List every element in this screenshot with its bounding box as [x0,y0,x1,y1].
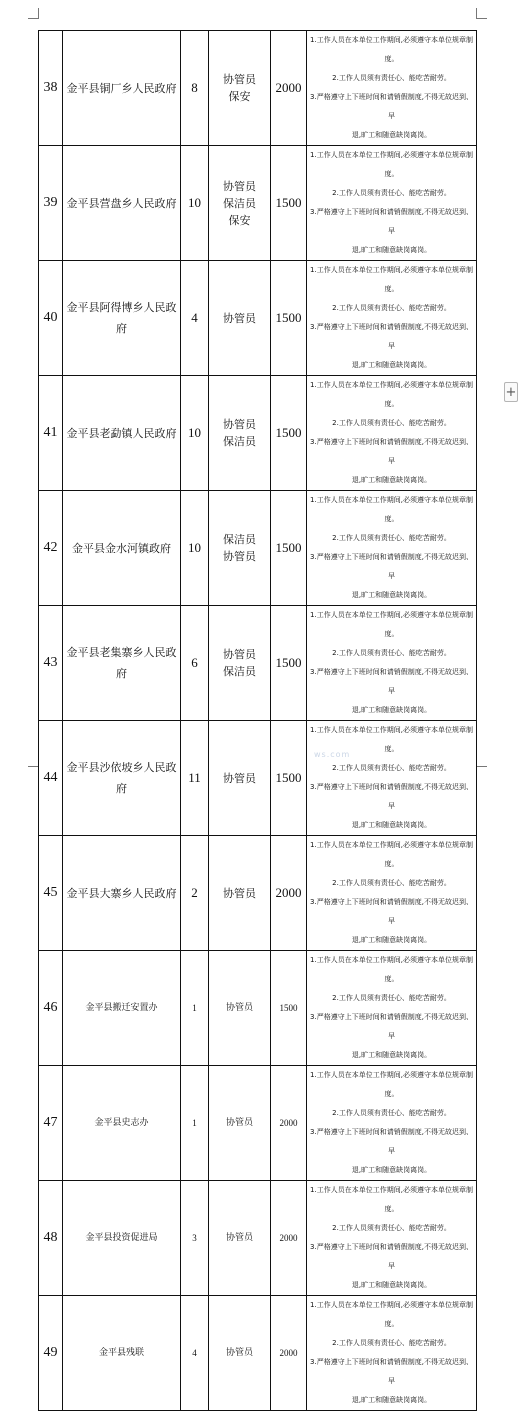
monthly-salary: 2000 [271,1181,307,1296]
role-label: 保安 [228,90,251,103]
job-requirements [307,1296,477,1411]
monthly-salary: 2000 [271,1296,307,1411]
requirement-line: 1.工作人员在本单位工作期间,必须遵守本单位规章制度。 [310,36,473,63]
requirement-line: 2.工作人员须有责任心、能吃苦耐劳。 [332,74,451,82]
table-row [39,376,477,491]
table-row [39,606,477,721]
requirement-line: 退,旷工和随意缺岗离岗。 [351,1281,432,1289]
job-requirements [307,491,477,606]
monthly-salary: 1500 [271,606,307,721]
role-label: 协管员 [223,771,256,785]
requirement-line: 3.严格遵守上下班时间和请销假制度,不得无故迟到、早 [310,668,473,695]
job-requirements [307,1066,477,1181]
requirement-line: 1.工作人员在本单位工作期间,必须遵守本单位规章制度。 [310,956,473,983]
requirement-line: 2.工作人员须有责任心、能吃苦耐劳。 [332,1109,451,1117]
monthly-salary: 2000 [271,836,307,951]
role-label: 协管员 [223,179,256,193]
unit-name: 金平县大寨乡人民政府 [63,836,181,951]
headcount: 10 [181,146,209,261]
row-number: 43 [39,606,63,721]
requirement-line: 2.工作人员须有责任心、能吃苦耐劳。 [332,419,451,427]
requirement-line: 1.工作人员在本单位工作期间,必须遵守本单位规章制度。 [310,1071,473,1098]
requirement-line: 退,旷工和随意缺岗离岗。 [351,591,432,599]
unit-name: 金平县史志办 [63,1066,181,1181]
requirement-line: 3.严格遵守上下班时间和请销假制度,不得无故迟到、早 [310,323,473,350]
requirement-line: 3.严格遵守上下班时间和请销假制度,不得无故迟到、早 [310,898,473,925]
requirement-line: 1.工作人员在本单位工作期间,必须遵守本单位规章制度。 [310,726,473,753]
job-requirements [307,31,477,146]
job-requirements [307,376,477,491]
role-label: 协管员 [223,418,256,431]
job-requirements [307,951,477,1066]
headcount: 2 [181,836,209,951]
monthly-salary: 2000 [271,1066,307,1181]
unit-name: 金平县铜厂乡人民政府 [63,31,181,146]
monthly-salary: 1500 [271,491,307,606]
requirement-line: 1.工作人员在本单位工作期间,必须遵守本单位规章制度。 [310,611,473,638]
unit-name: 金平县老勐镇人民政府 [63,376,181,491]
unit-name: 金平县营盘乡人民政府 [63,146,181,261]
job-requirements [307,836,477,951]
role-label: 协管员 [225,1117,253,1128]
requirement-line: 3.严格遵守上下班时间和请销假制度,不得无故迟到、早 [310,1243,473,1270]
positions-table [38,30,477,1411]
requirement-line: 1.工作人员在本单位工作期间,必须遵守本单位规章制度。 [310,841,473,868]
role-label: 保洁员 [223,665,256,678]
table-row [39,1066,477,1181]
table-row [39,721,477,836]
row-number: 38 [39,31,63,146]
requirement-line: 2.工作人员须有责任心、能吃苦耐劳。 [332,1224,451,1232]
monthly-salary: 2000 [271,31,307,146]
crop-mark-bottom-right [476,766,487,777]
table-row [39,146,477,261]
requirement-line: 2.工作人员须有责任心、能吃苦耐劳。 [332,304,451,312]
watermark: ws.com [314,750,351,759]
role-label: 保洁员 [223,533,256,546]
headcount: 11 [181,721,209,836]
headcount: 1 [181,951,209,1066]
requirement-line: 退,旷工和随意缺岗离岗。 [351,706,432,714]
requirement-line: 退,旷工和随意缺岗离岗。 [351,821,432,829]
unit-name: 金平县老集寨乡人民政府 [63,606,181,721]
role-label: 协管员 [223,550,256,563]
headcount: 1 [181,1066,209,1181]
position-roles [209,31,271,146]
row-number: 47 [39,1066,63,1181]
job-requirements [307,606,477,721]
position-roles [209,146,271,261]
monthly-salary: 1500 [271,261,307,376]
row-number: 48 [39,1181,63,1296]
role-label: 协管员 [225,1232,253,1243]
requirement-line: 1.工作人员在本单位工作期间,必须遵守本单位规章制度。 [310,496,473,523]
requirement-line: 3.严格遵守上下班时间和请销假制度,不得无故迟到、早 [310,208,473,235]
requirement-line: 退,旷工和随意缺岗离岗。 [351,131,432,139]
role-label: 保洁员 [223,196,256,210]
row-number: 39 [39,146,63,261]
requirement-line: 退,旷工和随意缺岗离岗。 [351,1166,432,1174]
headcount: 6 [181,606,209,721]
job-requirements [307,1181,477,1296]
headcount: 10 [181,376,209,491]
job-requirements [307,146,477,261]
unit-name: 金平县投资促进局 [63,1181,181,1296]
table-row [39,836,477,951]
headcount: 3 [181,1181,209,1296]
row-number: 49 [39,1296,63,1411]
requirement-line: 3.严格遵守上下班时间和请销假制度,不得无故迟到、早 [310,783,473,810]
row-number: 40 [39,261,63,376]
requirement-line: 3.严格遵守上下班时间和请销假制度,不得无故迟到、早 [310,1013,473,1040]
unit-name: 金平县残联 [63,1296,181,1411]
position-roles [209,721,271,836]
position-roles [209,951,271,1066]
monthly-salary: 1500 [271,951,307,1066]
table-row [39,31,477,146]
requirement-line: 2.工作人员须有责任心、能吃苦耐劳。 [332,879,451,887]
table-row [39,1181,477,1296]
table-row [39,951,477,1066]
headcount: 4 [181,1296,209,1411]
row-number: 44 [39,721,63,836]
role-label: 协管员 [223,73,256,86]
position-roles [209,491,271,606]
requirement-line: 1.工作人员在本单位工作期间,必须遵守本单位规章制度。 [310,151,473,178]
table-row [39,261,477,376]
job-requirements [307,721,477,836]
table-row [39,1296,477,1411]
row-number: 41 [39,376,63,491]
row-number: 46 [39,951,63,1066]
add-row-button[interactable]: + [504,382,518,402]
position-roles [209,376,271,491]
position-roles [209,1181,271,1296]
role-label: 协管员 [223,311,256,325]
position-roles [209,606,271,721]
requirement-line: 2.工作人员须有责任心、能吃苦耐劳。 [332,534,451,542]
position-roles [209,836,271,951]
requirement-line: 退,旷工和随意缺岗离岗。 [351,936,432,944]
job-requirements [307,261,477,376]
role-label: 协管员 [225,1347,253,1358]
requirement-line: 3.严格遵守上下班时间和请销假制度,不得无故迟到、早 [310,438,473,465]
position-roles [209,1296,271,1411]
requirement-line: 退,旷工和随意缺岗离岗。 [351,476,432,484]
position-roles [209,261,271,376]
unit-name: 金平县阿得博乡人民政府 [63,261,181,376]
requirement-line: 1.工作人员在本单位工作期间,必须遵守本单位规章制度。 [310,266,473,293]
requirement-line: 1.工作人员在本单位工作期间,必须遵守本单位规章制度。 [310,1186,473,1213]
requirement-line: 退,旷工和随意缺岗离岗。 [351,246,432,254]
role-label: 协管员 [223,886,256,900]
unit-name: 金平县搬迁安置办 [63,951,181,1066]
requirement-line: 3.严格遵守上下班时间和请销假制度,不得无故迟到、早 [310,553,473,580]
role-label: 保安 [228,213,251,227]
requirement-line: 3.严格遵守上下班时间和请销假制度,不得无故迟到、早 [310,1128,473,1155]
row-number: 42 [39,491,63,606]
monthly-salary: 1500 [271,376,307,491]
headcount: 10 [181,491,209,606]
role-label: 保洁员 [223,435,256,448]
headcount: 4 [181,261,209,376]
requirement-line: 2.工作人员须有责任心、能吃苦耐劳。 [332,764,451,772]
role-label: 协管员 [225,1002,253,1013]
requirement-line: 2.工作人员须有责任心、能吃苦耐劳。 [332,1339,451,1347]
crop-mark-top-left [28,8,39,19]
requirement-line: 2.工作人员须有责任心、能吃苦耐劳。 [332,649,451,657]
requirement-line: 退,旷工和随意缺岗离岗。 [351,1396,432,1404]
monthly-salary: 1500 [271,721,307,836]
requirement-line: 1.工作人员在本单位工作期间,必须遵守本单位规章制度。 [310,1301,473,1328]
headcount: 8 [181,31,209,146]
row-number: 45 [39,836,63,951]
requirement-line: 1.工作人员在本单位工作期间,必须遵守本单位规章制度。 [310,381,473,408]
requirement-line: 2.工作人员须有责任心、能吃苦耐劳。 [332,189,451,197]
requirement-line: 退,旷工和随意缺岗离岗。 [351,1051,432,1059]
requirement-line: 3.严格遵守上下班时间和请销假制度,不得无故迟到、早 [310,93,473,120]
unit-name: 金平县沙依坡乡人民政府 [63,721,181,836]
requirement-line: 2.工作人员须有责任心、能吃苦耐劳。 [332,994,451,1002]
requirement-line: 3.严格遵守上下班时间和请销假制度,不得无故迟到、早 [310,1358,473,1385]
table-row [39,491,477,606]
position-roles [209,1066,271,1181]
role-label: 协管员 [223,648,256,661]
crop-mark-top-right [476,8,487,19]
monthly-salary: 1500 [271,146,307,261]
unit-name: 金平县金水河镇政府 [63,491,181,606]
requirement-line: 退,旷工和随意缺岗离岗。 [351,361,432,369]
